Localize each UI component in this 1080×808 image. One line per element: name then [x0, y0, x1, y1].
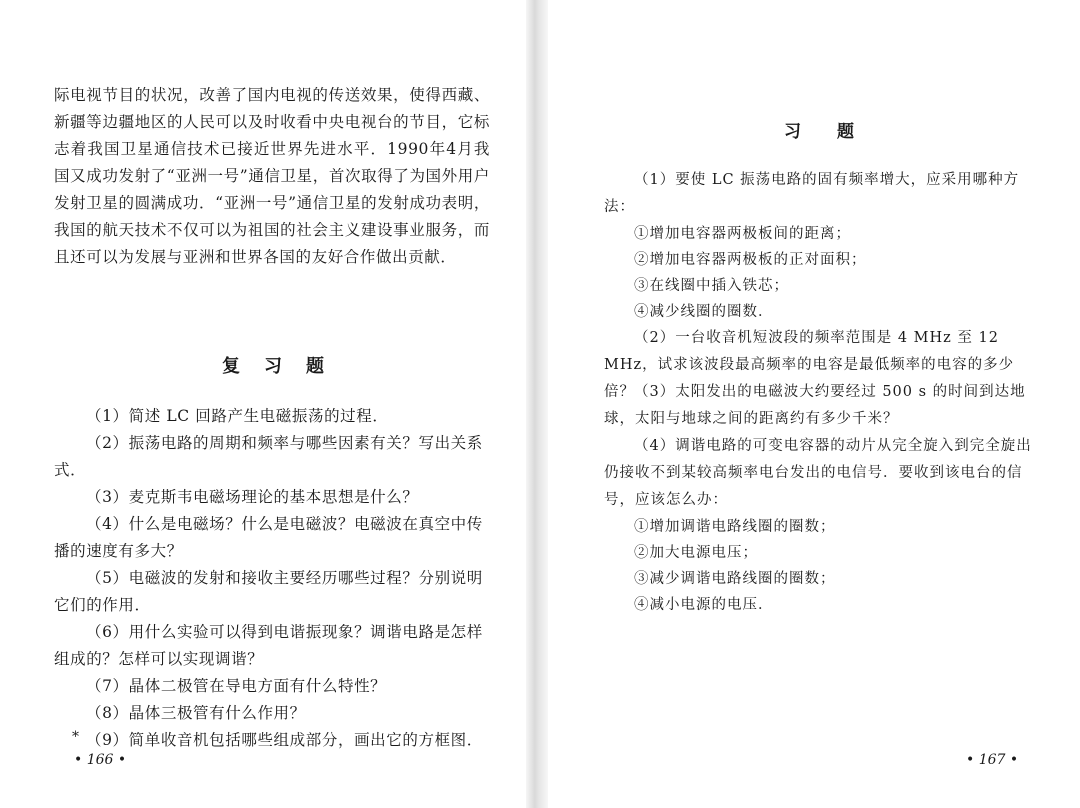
page-number-left: • 166 •: [74, 752, 127, 768]
review-question-7: （7）晶体二极管在导电方面有什么特性？: [86, 677, 387, 695]
exercise-1: （1）要使 LC 振荡电路的固有频率增大，应采用哪种方法：: [604, 172, 1020, 215]
review-question-1: （1）简述 LC 回路产生电磁振荡的过程．: [86, 407, 389, 425]
review-question-5: （5）电磁波的发射和接收主要经历哪些过程？分别说明它们的作用．: [54, 569, 483, 614]
review-question-6: （6）用什么实验可以得到电谐振现象？调谐电路是怎样组成的？怎样可以实现调谐？: [54, 623, 483, 668]
exercise-1-option-3: ③在线圈中插入铁芯；: [634, 278, 789, 294]
exercise-2: （2）一台收音机短波段的频率范围是 4 MHz 至 12 MHz，试求该波段最高频率的电容是最低频率的电容的多少倍？: [604, 330, 1015, 400]
exercise-1-option-2: ②增加电容器两极板的正对面积；: [634, 252, 867, 268]
page-number-right: • 167 •: [966, 752, 1019, 768]
optional-star-marker: *: [72, 729, 79, 745]
exercise-4: （4）调谐电路的可变电容器的动片从完全旋入到完全旋出仍接收不到某较高频率电台发出的电信号．要收到该电台的信号，应该怎么办：: [604, 438, 1032, 508]
left-page: [0, 0, 526, 808]
exercise-4-option-3: ③减少调谐电路线圈的圈数；: [634, 571, 836, 587]
exercise-4-option-4: ④减小电源的电压．: [634, 597, 774, 613]
exercise-3: （3）太阳发出的电磁波大约要经过 500 s 的时间到达地球，太阳与地球之间的距离约有多少千米？: [604, 384, 1026, 427]
review-question-9: （9）简单收音机包括哪些组成部分，画出它的方框图．: [86, 731, 483, 749]
review-question-2: （2）振荡电路的周期和频率与哪些因素有关？写出关系式．: [54, 434, 483, 479]
exercise-1-option-4: ④减少线圈的圈数．: [634, 304, 774, 320]
exercise-1-option-1: ①增加电容器两极板间的距离；: [634, 226, 851, 242]
book-gutter: [526, 0, 548, 808]
review-question-8: （8）晶体三极管有什么作用？: [86, 704, 306, 722]
right-page: [548, 0, 1080, 808]
review-question-3: （3）麦克斯韦电磁场理论的基本思想是什么？: [86, 488, 419, 506]
review-heading: 复习题: [222, 356, 348, 377]
review-question-4: （4）什么是电磁场？什么是电磁波？电磁波在真空中传播的速度有多大？: [54, 515, 483, 560]
exercise-4-option-1: ①增加调谐电路线圈的圈数；: [634, 519, 836, 535]
exercises-heading: 习题: [784, 122, 890, 142]
intro-paragraph: 际电视节目的状况，改善了国内电视的传送效果，使得西藏、新疆等边疆地区的人民可以及时收看中央电视台的节目，它标志着我国卫星通信技术已接近世界先进水平．1990年4月我国又成功发射了“亚洲一号”通信卫星，首次取得了为国外用户发射卫星的圆满成功．“亚洲一号”通信卫星的发射成功表明，我国的航天技术不仅可以为祖国的社会主义建设事业服务，而且还可以为发展与亚洲和世界各国的友好合作做出贡献．: [54, 86, 490, 266]
exercise-4-option-2: ②加大电源电压；: [634, 545, 758, 561]
